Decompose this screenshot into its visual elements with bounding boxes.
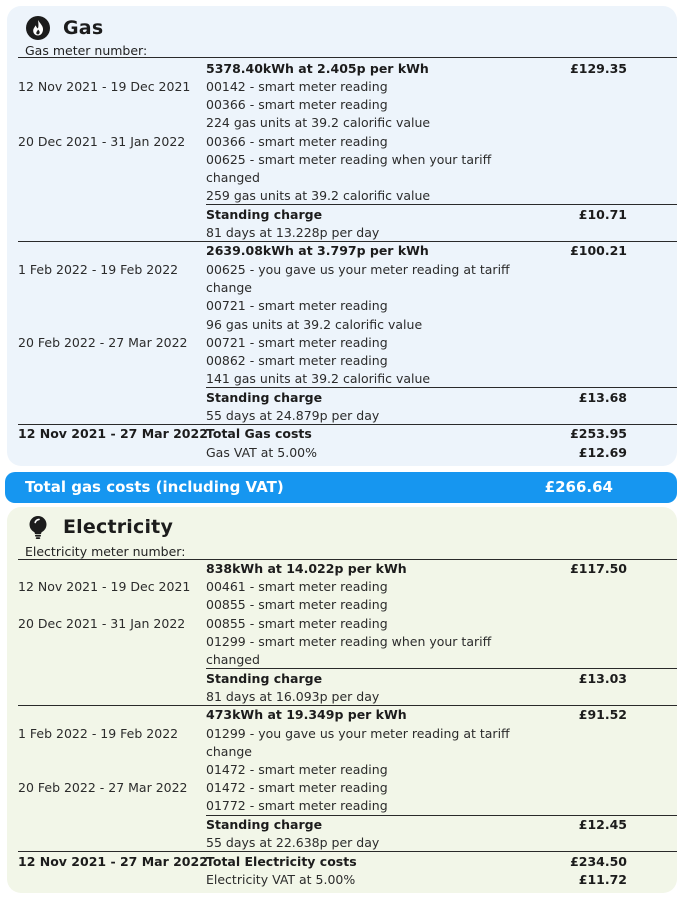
electricity-rate-amount-1: £117.50 [570,561,627,576]
standing-charge-amount: £13.03 [578,671,627,686]
divider [206,204,677,205]
meter-reading-line: 00142 - smart meter reading [206,79,388,94]
standing-charge-detail: 55 days at 24.879p per day [206,408,380,423]
meter-reading-line: 00855 - smart meter reading [206,597,388,612]
meter-reading-line: 00625 - smart meter reading when your tariff [206,152,492,167]
standing-charge-amount: £13.68 [578,390,627,405]
standing-charge-detail: 81 days at 13.228p per day [206,225,380,240]
meter-reading-line: 00855 - smart meter reading [206,616,388,631]
electricity-vat-amount: £11.72 [578,872,627,887]
gas-period-dates: 1 Feb 2022 - 19 Feb 2022 [18,262,179,277]
meter-reading-line: 00366 - smart meter reading [206,97,388,112]
standing-charge-amount: £10.71 [578,207,627,222]
gas-period-dates: 12 Nov 2021 - 19 Dec 2021 [18,79,191,94]
gas-vat-amount: £12.69 [578,445,627,460]
electricity-total-label: Total Electricity costs [206,854,357,869]
gas-total-amount: £253.95 [570,426,627,441]
meter-reading-line: changed [206,170,260,185]
gas-total-including-vat-label: Total gas costs (including VAT) [25,478,284,496]
electricity-rate-amount-2: £91.52 [578,707,627,722]
meter-reading-line: 01472 - smart meter reading [206,780,388,795]
gas-total-including-vat-amount: £266.64 [544,478,613,496]
meter-reading-line: 00862 - smart meter reading [206,353,388,368]
electricity-title: Electricity [63,516,174,538]
electricity-period-dates: 20 Dec 2021 - 31 Jan 2022 [18,616,186,631]
electricity-period-dates: 12 Nov 2021 - 19 Dec 2021 [18,579,191,594]
meter-reading-line: change [206,744,253,759]
electricity-meter-number-label: Electricity meter number: [25,544,186,559]
divider [206,387,677,388]
electricity-period-dates: 20 Feb 2022 - 27 Mar 2022 [18,780,188,795]
gas-total-including-vat-bar [5,472,677,503]
standing-charge-label: Standing charge [206,817,323,832]
gas-summary-dates: 12 Nov 2021 - 27 Mar 2022 [18,426,208,441]
standing-charge-detail: 55 days at 22.638p per day [206,835,380,850]
gas-title: Gas [63,17,104,39]
standing-charge-label: Standing charge [206,390,323,405]
flame-icon [25,15,51,41]
standing-charge-detail: 81 days at 16.093p per day [206,689,380,704]
standing-charge-label: Standing charge [206,671,323,686]
meter-reading-line: 01299 - smart meter reading when your tariff [206,634,492,649]
gas-period-dates: 20 Feb 2022 - 27 Mar 2022 [18,335,188,350]
meter-reading-line: 01772 - smart meter reading [206,798,388,813]
meter-reading-line: 00721 - smart meter reading [206,298,388,313]
divider [206,668,677,669]
divider [18,851,677,852]
gas-total-label: Total Gas costs [206,426,312,441]
meter-reading-line: change [206,280,253,295]
electricity-vat-label: Electricity VAT at 5.00% [206,872,356,887]
electricity-period-dates: 1 Feb 2022 - 19 Feb 2022 [18,726,179,741]
electricity-summary-dates: 12 Nov 2021 - 27 Mar 2022 [18,854,208,869]
meter-reading-line: 01472 - smart meter reading [206,762,388,777]
divider [18,57,677,58]
electricity-rate-line-2: 473kWh at 19.349p per kWh [206,707,407,722]
units-line: 141 gas units at 39.2 calorific value [206,371,431,386]
gas-rate-line-2: 2639.08kWh at 3.797p per kWh [206,243,429,258]
gas-rate-amount-2: £100.21 [570,243,627,258]
units-line: 224 gas units at 39.2 calorific value [206,115,431,130]
gas-heading [25,15,103,41]
meter-reading-line: 00721 - smart meter reading [206,335,388,350]
standing-charge-amount: £12.45 [578,817,627,832]
lightbulb-icon [25,514,51,540]
gas-rate-amount-1: £129.35 [570,61,627,76]
meter-reading-line: 00625 - you gave us your meter reading at tariff [206,262,510,277]
standing-charge-label: Standing charge [206,207,323,222]
units-line: 96 gas units at 39.2 calorific value [206,317,423,332]
gas-rate-line-1: 5378.40kWh at 2.405p per kWh [206,61,429,76]
electricity-rate-line-1: 838kWh at 14.022p per kWh [206,561,407,576]
gas-meter-number-label: Gas meter number: [25,43,148,58]
gas-period-dates: 20 Dec 2021 - 31 Jan 2022 [18,134,186,149]
meter-reading-line: 00366 - smart meter reading [206,134,388,149]
gas-vat-label: Gas VAT at 5.00% [206,445,318,460]
meter-reading-line: 00461 - smart meter reading [206,579,388,594]
electricity-total-amount: £234.50 [570,854,627,869]
meter-reading-line: changed [206,652,260,667]
meter-reading-line: 01299 - you gave us your meter reading at tariff [206,726,510,741]
units-line: 259 gas units at 39.2 calorific value [206,188,431,203]
electricity-heading [25,514,173,540]
